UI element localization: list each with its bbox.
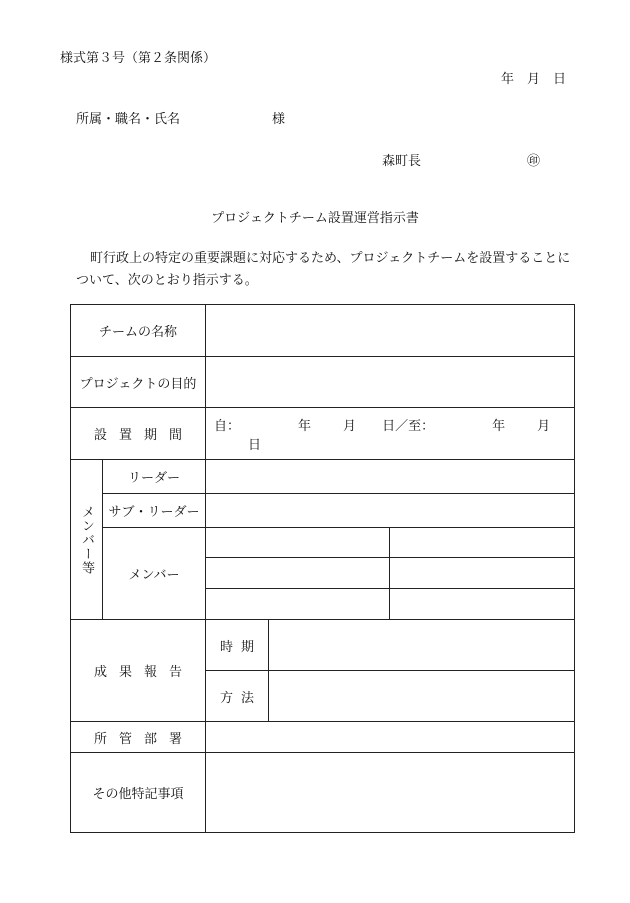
instruction-form-table	[70, 304, 575, 833]
timing-label: 時期	[206, 620, 269, 671]
member-field-3a[interactable]	[206, 589, 390, 620]
form-number: 様式第３号（第２条関係）	[60, 51, 217, 66]
period-year-label: 年	[298, 418, 312, 434]
report-label: 成果報告	[71, 620, 206, 722]
period-field[interactable]	[206, 408, 575, 460]
leader-label: リーダー	[103, 460, 206, 494]
member-field-2a[interactable]	[206, 558, 390, 589]
period-day-to-label: 日／至：	[382, 418, 435, 434]
department-field[interactable]	[206, 722, 575, 753]
subleader-field[interactable]	[206, 494, 575, 528]
member-label: メンバー	[103, 528, 206, 620]
issuer-line	[382, 150, 540, 169]
period-day2-label: 日	[248, 437, 262, 453]
period-label: 設置期間	[71, 408, 206, 460]
body-text: 町行政上の特定の重要課題に対応するため、プロジェクトチームを設置することについて、次のとおり指示する。	[76, 251, 571, 288]
date-placeholder: 年 月 日	[500, 72, 566, 87]
period-month2-label: 月	[537, 418, 551, 434]
timing-field[interactable]	[269, 620, 575, 671]
method-label: 方法	[206, 671, 269, 722]
member-field-1b[interactable]	[390, 528, 575, 558]
member-field-2b[interactable]	[390, 558, 575, 589]
leader-field[interactable]	[206, 460, 575, 494]
recipient-honorific: 様	[272, 112, 286, 127]
period-year2-label: 年	[492, 418, 506, 434]
period-month-label: 月	[343, 418, 357, 434]
body-paragraph	[76, 248, 576, 292]
document-title: プロジェクトチーム設置運営指示書	[211, 211, 419, 226]
purpose-label: プロジェクトの目的	[71, 357, 206, 408]
other-notes-field[interactable]	[206, 753, 575, 833]
recipient-line	[76, 108, 285, 127]
member-field-1a[interactable]	[206, 528, 390, 558]
recipient-label: 所属・職名・氏名	[76, 112, 181, 127]
period-from-label: 自：	[214, 418, 241, 434]
other-notes-label: その他特記事項	[71, 753, 206, 833]
team-name-label: チームの名称	[71, 305, 206, 357]
method-field[interactable]	[269, 671, 575, 722]
purpose-field[interactable]	[206, 357, 575, 408]
members-group-label: メンバー等	[71, 460, 103, 620]
department-label: 所管部署	[71, 722, 206, 753]
issuer-name: 森町長	[382, 154, 422, 169]
subleader-label: サブ・リーダー	[103, 494, 206, 528]
seal-mark: ㊞	[527, 154, 541, 169]
member-field-3b[interactable]	[390, 589, 575, 620]
team-name-field[interactable]	[206, 305, 575, 357]
